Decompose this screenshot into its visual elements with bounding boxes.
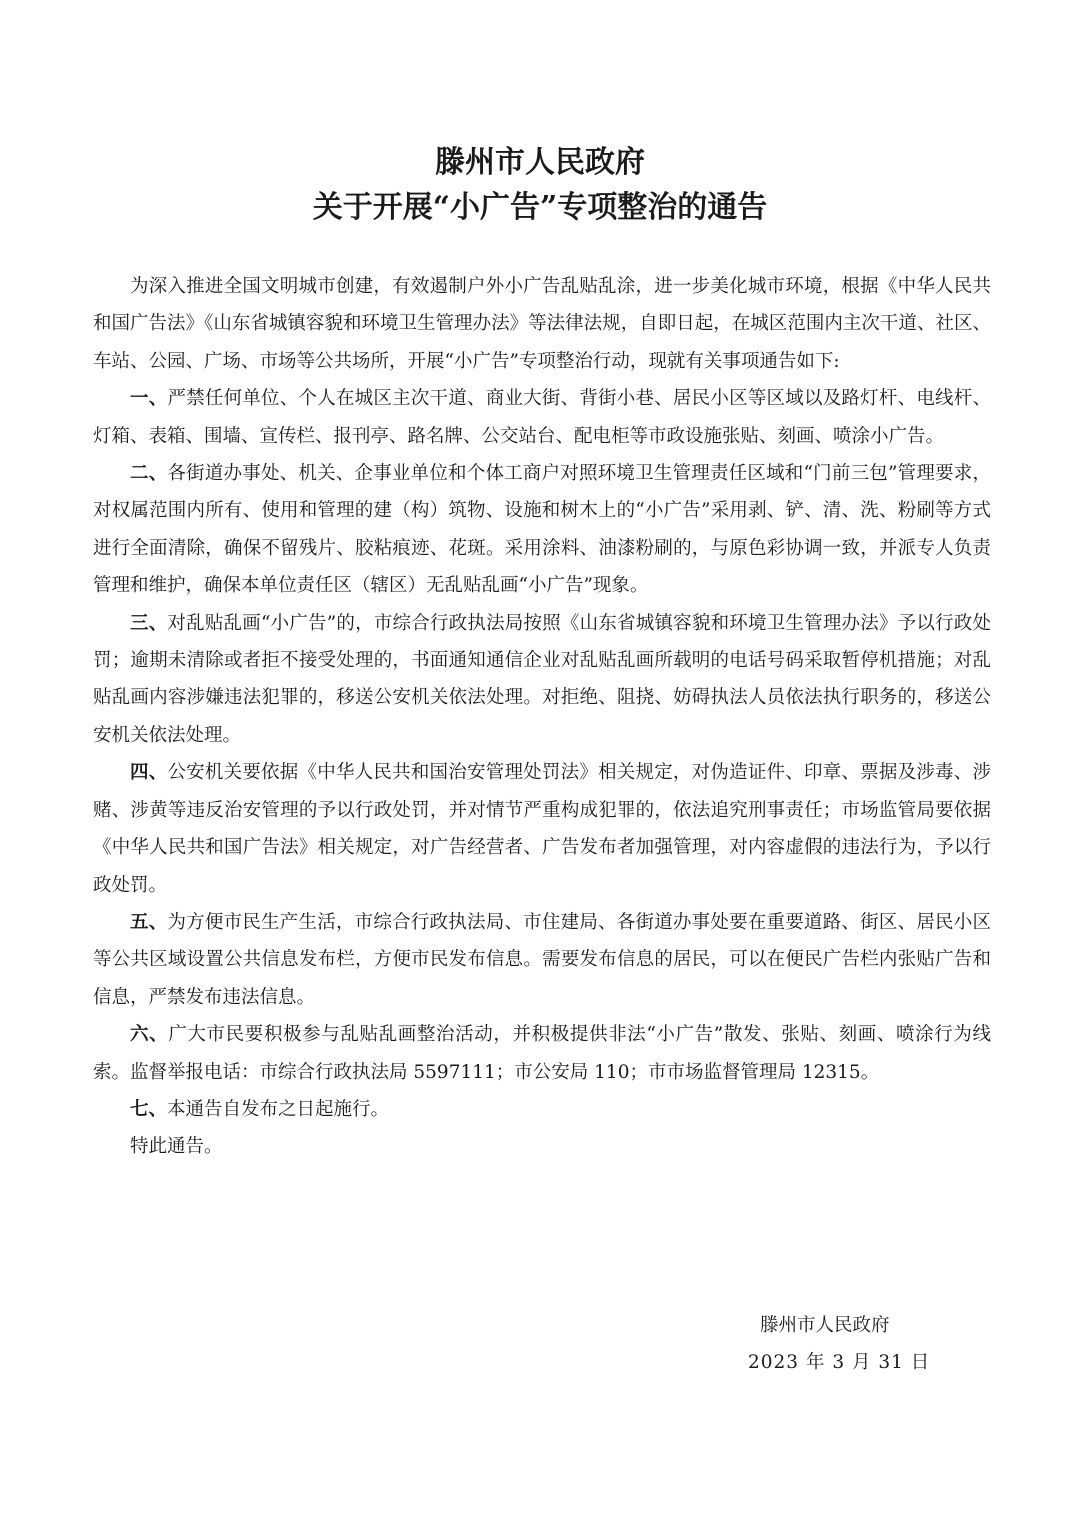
document-title-subject: 关于开展“小广告”专项整治的通告	[312, 190, 768, 225]
clause-number: 五、	[130, 911, 168, 933]
clause-1-paragraph	[93, 380, 991, 455]
clause-number: 七、	[130, 1098, 168, 1120]
document-title-issuer: 滕州市人民政府	[435, 145, 645, 180]
signature-issuer: 滕州市人民政府	[760, 1315, 890, 1336]
clause-5-paragraph	[93, 904, 991, 1016]
clause-number: 二、	[130, 463, 168, 485]
clause-number: 六、	[130, 1024, 169, 1046]
paragraph-text: 广大市民要积极参与乱贴乱画整治活动，并积极提供非法“小广告”散发、张贴、刻画、喷涂行为线索。监督举报电话：市综合行政执法局 5597111；市公安局 110；市市场监督管理局 12315。	[93, 1024, 991, 1083]
paragraph-text: 各街道办事处、机关、企事业单位和个体工商户对照环境卫生管理责任区域和“门前三包”管理要求，对权属范围内所有、使用和管理的建（构）筑物、设施和树木上的“小广告”采用剥、铲、清、洗、粉刷等方式进行全面清除，确保不留残片、胶粘痕迹、花斑。采用涂料、油漆粉刷的，与原色彩协调一致，并派专人负责管理和维护，确保本单位责任区（辖区）无乱贴乱画“小广告”现象。	[93, 463, 991, 597]
clause-number: 三、	[130, 612, 168, 634]
paragraph-text: 为方便市民生产生活，市综合行政执法局、市住建局、各街道办事处要在重要道路、街区、居民小区等公共区域设置公共信息发布栏，方便市民发布信息。需要发布信息的居民，可以在便民广告栏内张贴广告和信息，严禁发布违法信息。	[93, 911, 991, 1008]
paragraph-text: 特此通告。	[130, 1136, 223, 1158]
paragraph-text: 本通告自发布之日起施行。	[167, 1098, 390, 1120]
closing-paragraph	[93, 1128, 991, 1165]
clause-number: 一、	[130, 388, 168, 410]
paragraph-text: 对乱贴乱画“小广告”的，市综合行政执法局按照《山东省城镇容貌和环境卫生管理办法》予以行政处罚；逾期未清除或者拒不接受处理的，书面通知通信企业对乱贴乱画所载明的电话号码采取暂停机措施；对乱贴乱画内容涉嫌违法犯罪的，移送公安机关依法处理。对拒绝、阻挠、妨碍执法人员依法执行职务的，移送公安机关依法处理。	[93, 612, 991, 746]
clause-7-paragraph	[93, 1091, 991, 1128]
clause-4-paragraph	[93, 754, 991, 904]
clause-2-paragraph	[93, 455, 991, 605]
clause-number: 四、	[130, 762, 168, 784]
document-body	[93, 268, 991, 1166]
intro-paragraph	[93, 268, 991, 380]
clause-6-paragraph	[93, 1016, 991, 1091]
paragraph-text: 为深入推进全国文明城市创建，有效遏制户外小广告乱贴乱涂，进一步美化城市环境，根据《中华人民共和国广告法》《山东省城镇容貌和环境卫生管理办法》等法律法规，自即日起，在城区范围内主次干道、社区、车站、公园、广场、市场等公共场所，开展“小广告”专项整治行动，现就有关事项通告如下:	[93, 276, 991, 372]
clause-3-paragraph	[93, 605, 991, 755]
signature-date: 2023 年 3 月 31 日	[748, 1352, 931, 1373]
paragraph-text: 公安机关要依据《中华人民共和国治安管理处罚法》相关规定，对伪造证件、印章、票据及涉毒、涉赌、涉黄等违反治安管理的予以行政处罚，并对情节严重构成犯罪的，依法追究刑事责任；市场监管局要依据《中华人民共和国广告法》相关规定，对广告经营者、广告发布者加强管理，对内容虚假的违法行为，予以行政处罚。	[93, 762, 991, 896]
paragraph-text: 严禁任何单位、个人在城区主次干道、商业大街、背街小巷、居民小区等区域以及路灯杆、电线杆、灯箱、表箱、围墙、宣传栏、报刊亭、路名牌、公交站台、配电柜等市政设施张贴、刻画、喷涂小广告。	[93, 388, 991, 447]
